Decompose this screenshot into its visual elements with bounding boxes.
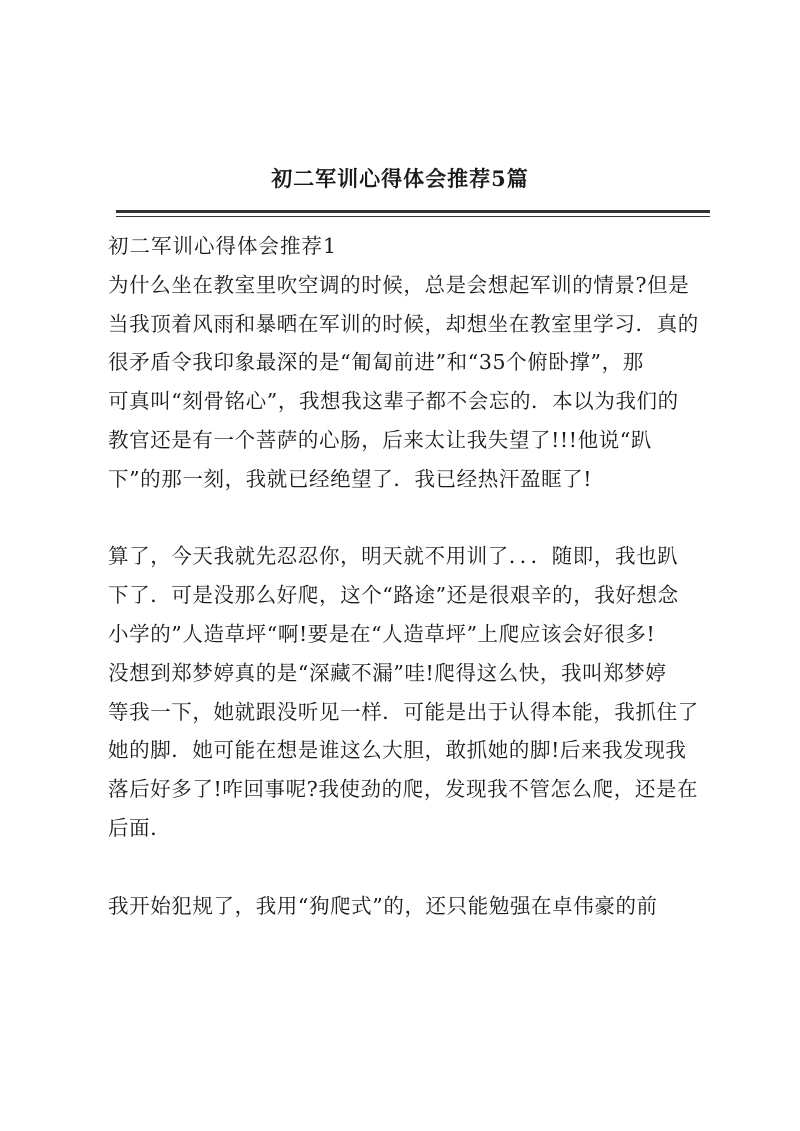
- text-line: 她的脚．她可能在想是谁这么大胆，敢抓她的脚!后来我发现我: [108, 738, 687, 763]
- paragraph-1: [108, 266, 718, 499]
- text-line: 很矛盾令我印象最深的是“匍匐前进”和“35个俯卧撑”，那: [108, 350, 644, 375]
- text-line: 没想到郑梦婷真的是“深藏不漏”哇!爬得这么快，我叫郑梦婷: [108, 660, 667, 685]
- text-line: 下了．可是没那么好爬，这个“路途”还是很艰辛的，我好想念: [108, 583, 679, 608]
- section-heading: 初二军训心得体会推荐1: [108, 234, 338, 258]
- paragraph-gap: [108, 848, 718, 887]
- text-line: 后面．: [108, 815, 172, 840]
- document-title: 初二军训心得体会推荐5篇: [271, 166, 529, 191]
- text-line: 可真叫“刻骨铭心”，我想我这辈子都不会忘的．本以为我们的: [108, 389, 679, 414]
- text-line: 小学的”人造草坪“啊!要是在“人造草坪”上爬应该会好很多!: [108, 621, 656, 646]
- text-line: 算了，今天我就先忍忍你，明天就不用训了．．．随即，我也趴: [108, 544, 679, 569]
- paragraph-gap: [108, 499, 718, 538]
- text-line: 我开始犯规了，我用“狗爬式”的，还只能勉强在卓伟豪的前: [108, 893, 658, 918]
- text-line: 当我顶着风雨和暴晒在军训的时候，却想坐在教室里学习．真的: [108, 311, 699, 336]
- text-line: 下”的那一刻，我就已经绝望了．我已经热汗盈眶了!: [108, 466, 593, 491]
- document-body: [108, 227, 718, 925]
- title-divider-thin: [116, 216, 710, 217]
- text-line: 为什么坐在教室里吹空调的时候，总是会想起军训的情景?但是: [108, 272, 690, 297]
- text-line: 教官还是有一个菩萨的心肠，后来太让我失望了!!!他说“趴: [108, 427, 652, 452]
- text-line: 落后好多了!咋回事呢?我使劲的爬，发现我不管怎么爬，还是在: [108, 777, 699, 802]
- title-divider-thick: [116, 210, 710, 213]
- text-line: 等我一下，她就跟没听见一样．可能是出于认得本能，我抓住了: [108, 699, 699, 724]
- paragraph-3: [108, 887, 718, 926]
- paragraph-2: [108, 537, 718, 847]
